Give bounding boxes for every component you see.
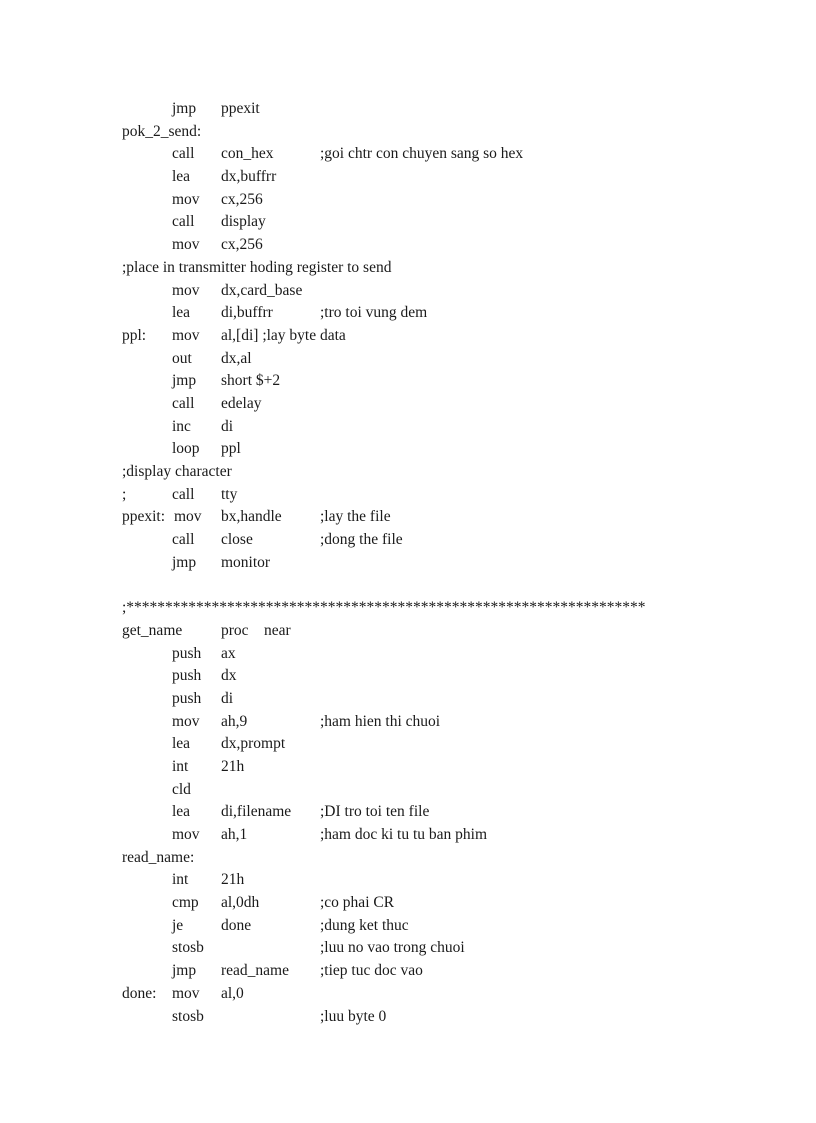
code-line [0, 98, 816, 121]
code-comment: ;luu no vao trong chuoi [320, 939, 465, 957]
code-operand: dx [221, 667, 237, 685]
code-line [0, 756, 816, 779]
comment-line: ;******************************************************************* [122, 599, 646, 617]
code-line [0, 121, 816, 144]
comment-line: ;display character [122, 463, 232, 480]
code-operand: al,[di] ;lay byte data [221, 326, 346, 344]
code-operand: cx,256 [221, 190, 263, 208]
code-operand: ppexit [221, 100, 260, 117]
code-opcode: loop [172, 440, 200, 458]
code-line [0, 461, 816, 484]
code-opcode: call [172, 485, 195, 503]
code-line [0, 1006, 816, 1029]
code-line [0, 779, 816, 802]
code-line [0, 983, 816, 1006]
code-line [0, 506, 816, 529]
code-line [0, 801, 816, 824]
code-opcode: jmp [172, 962, 197, 980]
code-comment: ;dung ket thuc [320, 916, 409, 934]
code-operand: dx,prompt [221, 735, 286, 753]
code-opcode: stosb [172, 1007, 204, 1025]
code-line [0, 620, 816, 643]
code-line [0, 416, 816, 439]
code-opcode: push [172, 667, 202, 685]
code-line [0, 711, 816, 734]
code-operand: dx,al [221, 349, 252, 367]
code-operand: cx,256 [221, 236, 263, 254]
code-line [0, 211, 816, 234]
code-line [0, 915, 816, 938]
code-comment: ;ham hien thi chuoi [320, 712, 441, 730]
code-comment: ;tiep tuc doc vao [320, 962, 423, 980]
code-opcode: lea [172, 803, 191, 821]
code-line [0, 960, 816, 983]
code-opcode: out [172, 349, 192, 367]
code-operand: al,0dh [221, 894, 260, 912]
code-opcode: lea [172, 168, 191, 186]
code-operand: dx,card_base [221, 281, 303, 299]
code-opcode: mov [172, 984, 200, 1002]
code-opcode: mov [172, 236, 200, 254]
code-line [0, 189, 816, 212]
code-line [0, 143, 816, 166]
code-line [0, 688, 816, 711]
code-operand: tty [221, 485, 238, 503]
code-listing [0, 98, 816, 1028]
code-label: pok_2_send: [122, 122, 202, 140]
code-operand: 21h [221, 757, 245, 775]
code-line [0, 166, 816, 189]
code-line [0, 438, 816, 461]
code-opcode: int [172, 871, 189, 889]
code-line [0, 257, 816, 280]
code-operand: dx,buffrr [221, 168, 277, 186]
code-opcode: inc [172, 417, 191, 435]
code-line [0, 484, 816, 507]
code-operand: close [221, 531, 253, 549]
code-comment: ;dong the file [320, 531, 403, 549]
code-opcode: mov [174, 508, 202, 526]
code-line [0, 892, 816, 915]
code-line [0, 234, 816, 257]
code-line [0, 552, 816, 575]
code-opcode: push [172, 644, 202, 662]
code-operand: ppl [221, 440, 241, 458]
code-operand: bx,handle [221, 508, 282, 526]
code-line [0, 325, 816, 348]
code-comment: ;co phai CR [320, 894, 395, 912]
code-opcode: stosb [172, 939, 204, 957]
code-operand: di [221, 689, 234, 707]
code-operand: ah,1 [221, 826, 248, 843]
code-opcode: mov [172, 326, 200, 344]
code-operand: read_name [221, 962, 289, 980]
code-line [0, 529, 816, 552]
code-label: get_name [122, 621, 183, 639]
code-operand: edelay [221, 394, 262, 412]
code-operand: di,filename [221, 803, 292, 821]
code-label: read_name: [122, 848, 195, 866]
code-opcode: lea [172, 304, 191, 322]
code-opcode: cmp [172, 894, 199, 912]
code-line [0, 393, 816, 416]
blank-line [0, 574, 816, 597]
code-comment: ;luu byte 0 [320, 1007, 387, 1025]
code-operand: display [221, 213, 266, 231]
code-opcode: cld [172, 780, 191, 798]
code-opcode: jmp [172, 553, 197, 571]
code-label: ppl: [122, 326, 147, 344]
code-line [0, 280, 816, 303]
code-line [0, 869, 816, 892]
code-opcode: mov [172, 281, 200, 299]
code-opcode: int [172, 757, 189, 775]
code-opcode: mov [172, 190, 200, 208]
code-opcode: call [172, 531, 195, 549]
code-opcode: call [172, 145, 195, 163]
code-label: ; [122, 485, 127, 503]
code-opcode: call [172, 394, 195, 412]
comment-line: ;place in transmitter hoding register to send [122, 258, 392, 276]
code-line [0, 733, 816, 756]
code-opcode: jmp [172, 372, 197, 390]
code-line [0, 937, 816, 960]
code-opcode: je [172, 916, 184, 934]
code-label: done: [122, 984, 157, 1002]
code-operand: ax [221, 644, 236, 662]
code-line [0, 824, 816, 847]
code-operand: con_hex [221, 145, 274, 163]
code-opcode: push [172, 689, 202, 707]
code-line [0, 847, 816, 870]
code-line [0, 643, 816, 666]
code-operand: short $+2 [221, 372, 281, 390]
code-line [0, 302, 816, 325]
code-operand: ah,9 [221, 712, 248, 730]
code-comment: ;DI tro toi ten file [320, 803, 430, 821]
code-opcode: lea [172, 735, 191, 753]
code-operand: 21h [221, 871, 245, 889]
code-comment: ;ham doc ki tu tu ban phim [320, 826, 488, 843]
code-comment: ;lay the file [320, 508, 391, 526]
code-line [0, 597, 816, 620]
code-line [0, 665, 816, 688]
code-comment: ;goi chtr con chuyen sang so hex [320, 145, 524, 163]
code-opcode: call [172, 213, 195, 231]
code-operand: di [221, 417, 234, 435]
code-operand: done [221, 916, 252, 934]
code-opcode: mov [172, 826, 200, 843]
code-operand: proc near [221, 621, 291, 639]
code-opcode: mov [172, 712, 200, 730]
code-operand: di,buffrr [221, 304, 273, 322]
code-opcode: jmp [172, 100, 197, 117]
code-line [0, 370, 816, 393]
code-label: ppexit: [122, 508, 166, 526]
code-comment: ;tro toi vung dem [320, 304, 428, 322]
code-operand: monitor [221, 553, 271, 571]
code-line [0, 348, 816, 371]
code-operand: al,0 [221, 984, 244, 1002]
